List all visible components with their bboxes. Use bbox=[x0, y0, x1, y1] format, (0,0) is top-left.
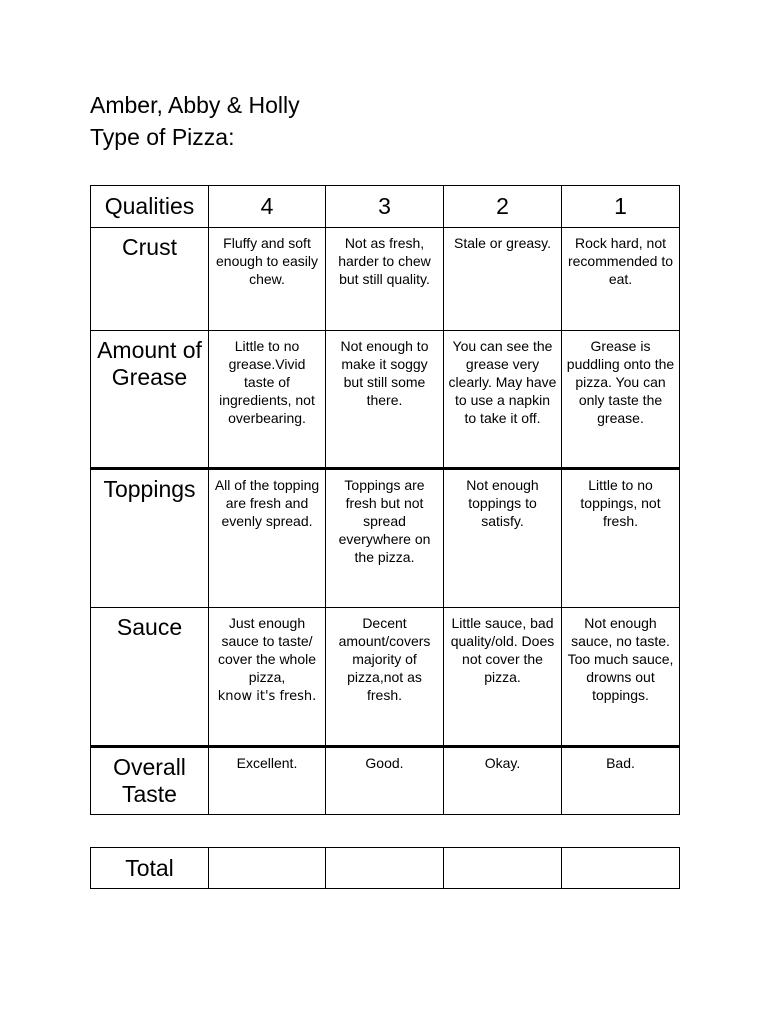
column-header-1: 1 bbox=[562, 186, 680, 228]
quality-label: Crust bbox=[122, 234, 177, 260]
total-label: Total bbox=[91, 848, 209, 889]
score-1-cell: Rock hard, not recommended to eat. bbox=[562, 228, 680, 331]
quality-label-line-1: Overall bbox=[113, 754, 186, 780]
quality-label-line-2: Grease bbox=[111, 364, 188, 390]
pizza-type-label: Type of Pizza: bbox=[90, 124, 235, 150]
score-2-cell: Okay. bbox=[444, 747, 562, 815]
quality-amount-of-grease bbox=[91, 331, 209, 469]
score-1-cell: Grease is puddling onto the pizza. You can only taste the grease. bbox=[562, 331, 680, 469]
quality-overall-taste bbox=[91, 747, 209, 815]
score-2-cell: Stale or greasy. bbox=[444, 228, 562, 331]
row-sauce bbox=[91, 608, 680, 747]
score-1-cell: Not enough sauce, no taste. Too much sauce, drowns out toppings. bbox=[562, 608, 680, 747]
total-table bbox=[90, 847, 680, 889]
score-2-cell: Little sauce, bad quality/old. Does not cover the pizza. bbox=[444, 608, 562, 747]
row-amount-of-grease bbox=[91, 331, 680, 469]
score-4-cell: Fluffy and soft enough to easily chew. bbox=[209, 228, 326, 331]
score-1-cell: Little to no toppings, not fresh. bbox=[562, 469, 680, 608]
quality-label: Sauce bbox=[116, 614, 183, 640]
score-4-cell: Excellent. bbox=[209, 747, 326, 815]
row-toppings bbox=[91, 469, 680, 608]
column-header-qualities: Qualities bbox=[91, 186, 209, 228]
row-overall-taste bbox=[91, 747, 680, 815]
quality-crust bbox=[91, 228, 209, 331]
score-4-cell: Little to no grease.Vivid taste of ingredients, not overbearing. bbox=[209, 331, 326, 469]
row-crust bbox=[91, 228, 680, 331]
quality-label-line-2: Taste bbox=[122, 781, 177, 807]
score-4-cell: All of the topping are fresh and evenly spread. bbox=[209, 469, 326, 608]
quality-label-line-1: Amount of bbox=[97, 337, 202, 363]
score-1-cell: Bad. bbox=[562, 747, 680, 815]
score-3-cell: Good. bbox=[326, 747, 444, 815]
student-names: Amber, Abby & Holly bbox=[90, 92, 300, 118]
score-3-cell: Decent amount/covers majority of pizza,not as fresh. bbox=[326, 608, 444, 747]
column-header-2: 2 bbox=[444, 186, 562, 228]
cell-text-tail: know it's fresh. bbox=[217, 689, 317, 704]
score-4-cell bbox=[209, 608, 326, 747]
quality-toppings bbox=[91, 469, 209, 608]
quality-sauce bbox=[91, 608, 209, 747]
score-3-cell: Not as fresh, harder to chew but still quality. bbox=[326, 228, 444, 331]
score-3-cell: Not enough to make it soggy but still some there. bbox=[326, 331, 444, 469]
total-row bbox=[91, 848, 680, 889]
total-score-4-cell[interactable] bbox=[209, 848, 326, 889]
quality-label: Toppings bbox=[103, 476, 196, 502]
total-score-2-cell[interactable] bbox=[444, 848, 562, 889]
total-score-1-cell[interactable] bbox=[562, 848, 680, 889]
rubric-header-row bbox=[91, 186, 680, 228]
score-2-cell: You can see the grease very clearly. May have to use a napkin to take it off. bbox=[444, 331, 562, 469]
cell-text: Just enough sauce to taste/ cover the whole pizza, bbox=[217, 615, 317, 685]
score-2-cell: Not enough toppings to satisfy. bbox=[444, 469, 562, 608]
score-3-cell: Toppings are fresh but not spread everywhere on the pizza. bbox=[326, 469, 444, 608]
column-header-3: 3 bbox=[326, 186, 444, 228]
total-score-3-cell[interactable] bbox=[326, 848, 444, 889]
rubric-table bbox=[90, 185, 680, 815]
column-header-4: 4 bbox=[209, 186, 326, 228]
